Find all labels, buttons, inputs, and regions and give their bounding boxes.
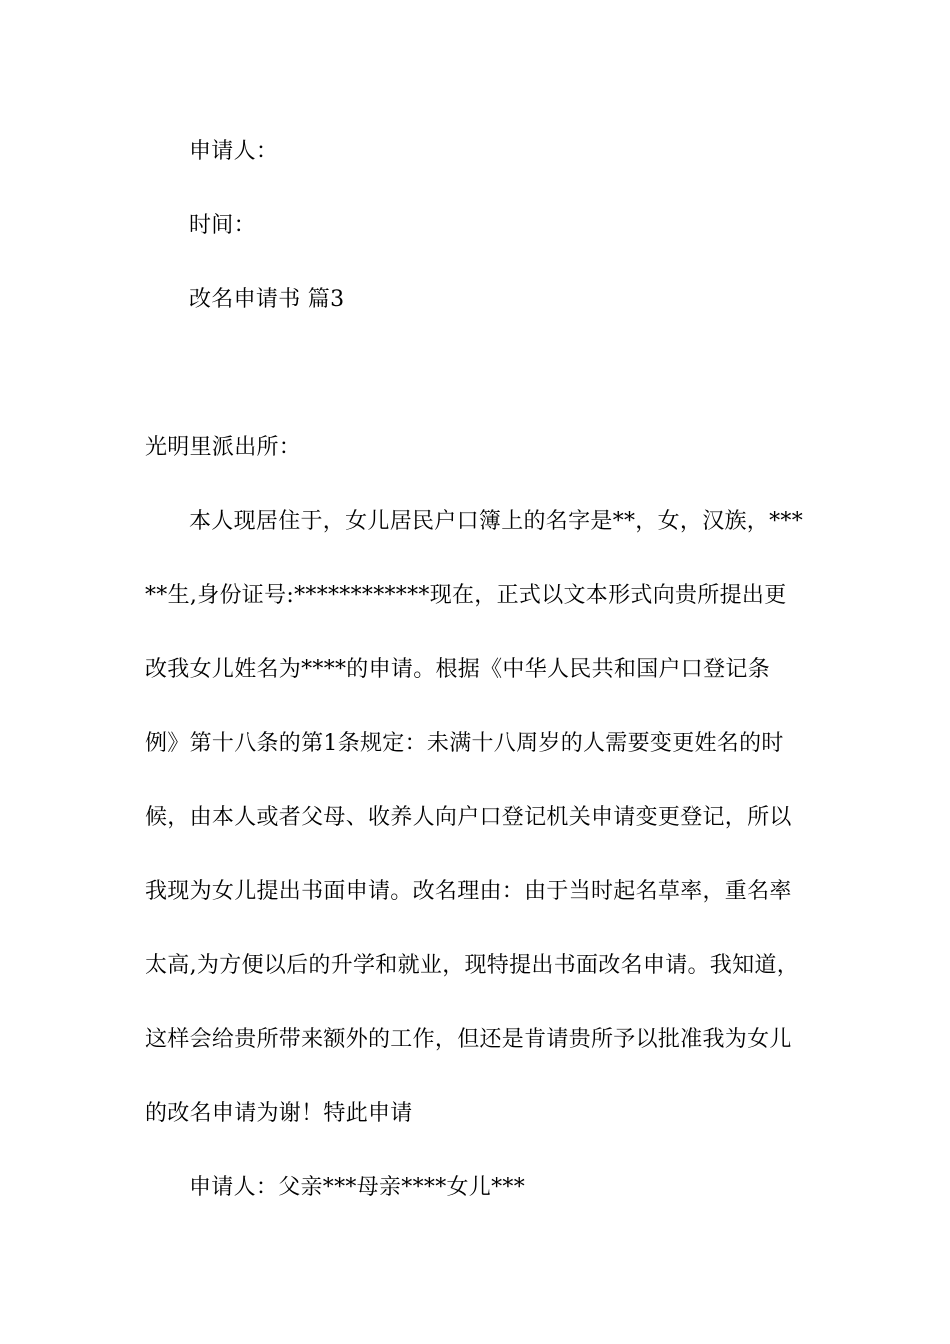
applicant-label: 申请人： — [189, 139, 279, 164]
letter-body-line: 太高,为方便以后的升学和就业，现特提出书面改名申请。我知道， — [145, 953, 799, 978]
letter-body-line: 例》第十八条的第1条规定：未满十八周岁的人需要变更姓名的时 — [145, 731, 784, 756]
letter-body-line: 候，由本人或者父母、收养人向户口登记机关申请变更登记，所以 — [145, 805, 792, 830]
section-heading: 改名申请书 篇3 — [189, 287, 345, 312]
time-label: 时间： — [189, 213, 256, 238]
letter-body-line: 这样会给贵所带来额外的工作，但还是肯请贵所予以批准我为女儿 — [145, 1027, 792, 1052]
letter-body-line: 本人现居住于，女儿居民户口簿上的名字是**，女，汉族，*** — [189, 509, 804, 534]
letter-body-line: **生,身份证号:************现在，正式以文本形式向贵所提出更 — [145, 583, 787, 608]
letter-body-line: 的改名申请为谢！特此申请 — [145, 1101, 413, 1126]
letter-salutation: 光明里派出所： — [145, 435, 302, 460]
letter-body-line: 我现为女儿提出书面申请。改名理由：由于当时起名草率，重名率 — [145, 879, 792, 904]
letter-body-line: 改我女儿姓名为****的申请。根据《中华人民共和国户口登记条 — [145, 657, 771, 682]
letter-signature: 申请人：父亲***母亲****女儿*** — [189, 1175, 526, 1200]
